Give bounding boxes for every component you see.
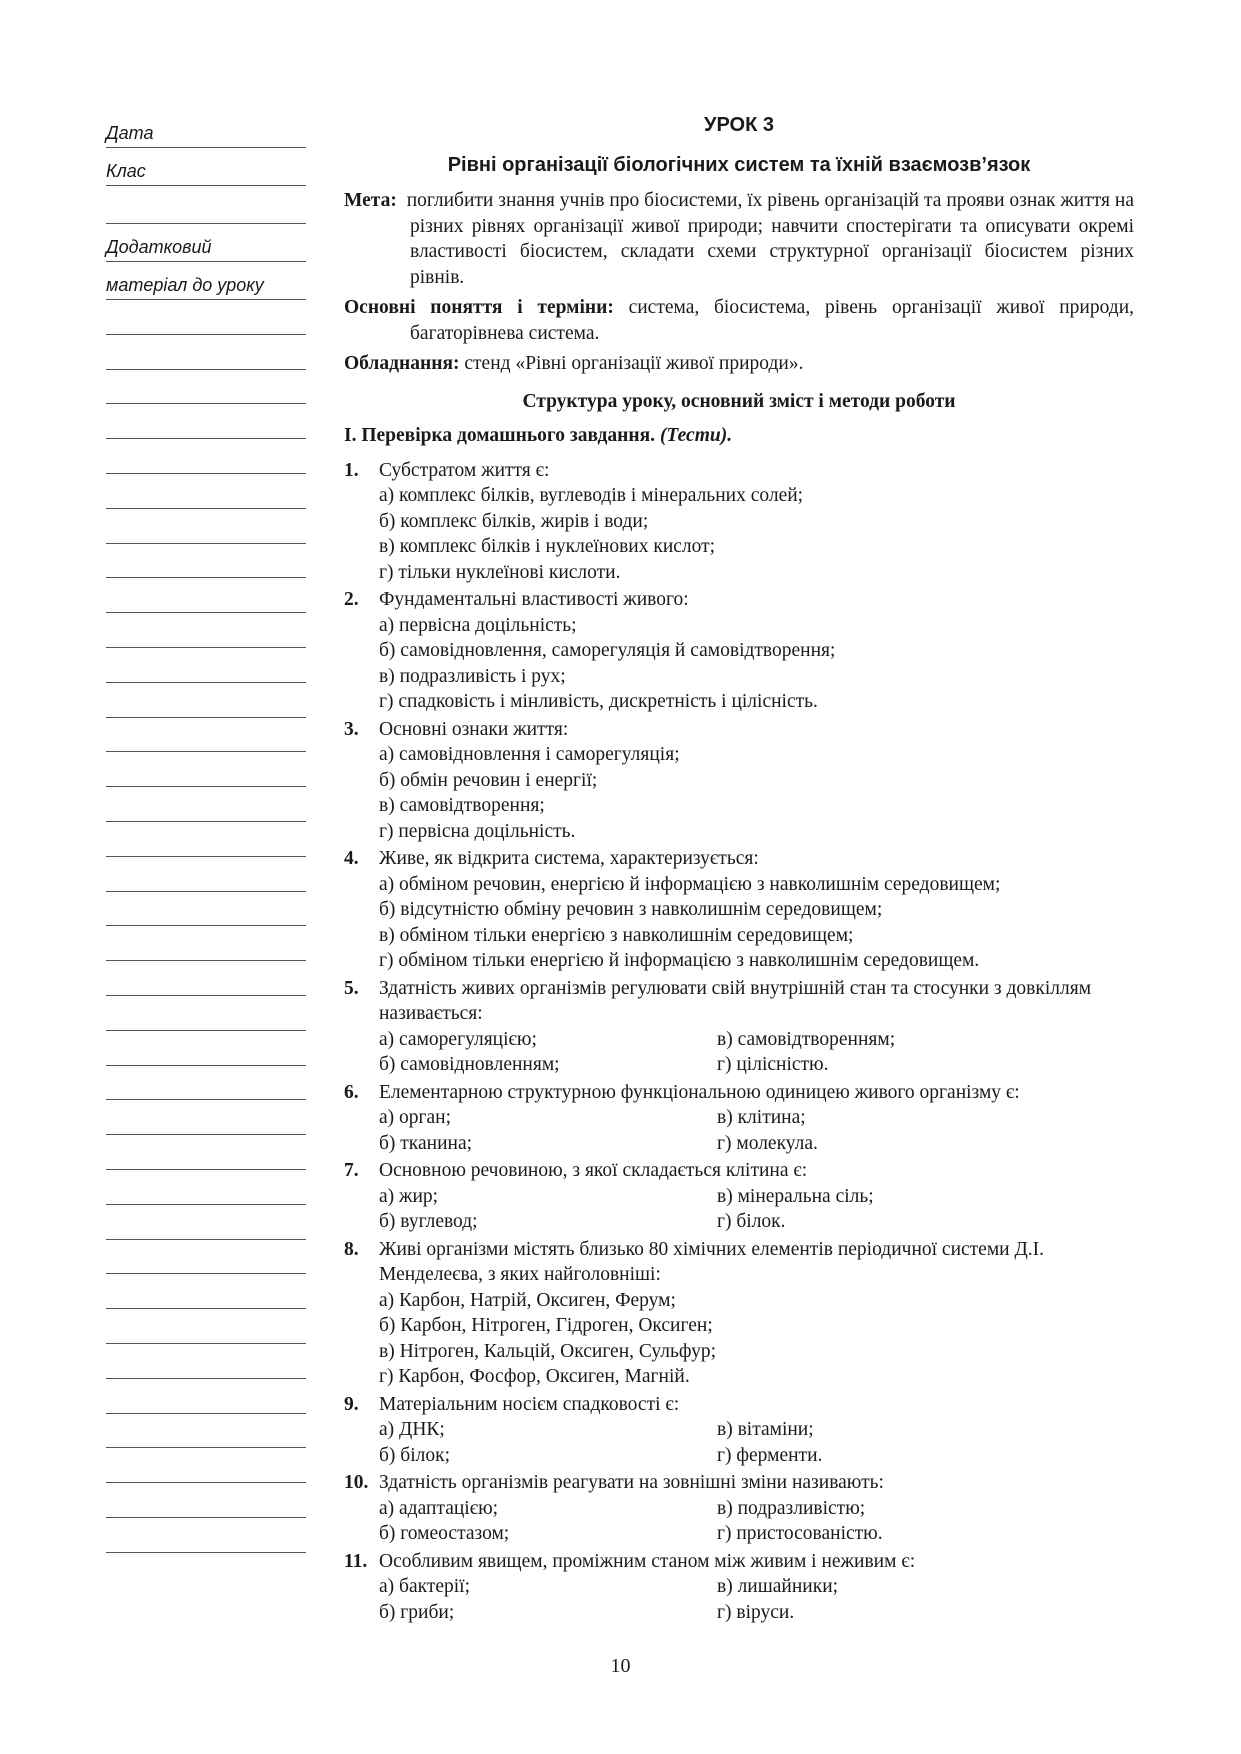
question-number: 7.: [344, 1160, 359, 1181]
class-label: Клас: [106, 161, 146, 181]
extra-material-field: [106, 224, 306, 262]
answer-option: в) комплекс білків і нуклеїнових кислот;: [379, 536, 716, 557]
question-text: Фундаментальні властивості живого:: [379, 589, 689, 610]
answer-option: г) первісна доцільність.: [379, 820, 576, 842]
blank-line: [106, 1066, 306, 1101]
question-text: Елементарною структурною функціональною одиницею живого організму є:: [379, 1081, 1020, 1103]
blank-line: [106, 822, 306, 857]
question-number: 2.: [344, 589, 359, 610]
answer-option: в) самовідтворенням;: [717, 1028, 896, 1050]
blank-line: [106, 1414, 306, 1449]
answer-option: г) тільки нуклеїнові кислоти.: [379, 561, 621, 583]
test-question: [344, 717, 1134, 845]
extra-material-field: [106, 262, 306, 300]
blank-line: [106, 1031, 306, 1066]
blank-line: [106, 1274, 306, 1309]
question-number: 9.: [344, 1393, 359, 1415]
lesson-terms: [344, 295, 1134, 346]
test-question: [344, 1549, 1134, 1626]
answer-option: в) обміном тільки енергією з навколишнім середовищем;: [379, 924, 854, 946]
question-head: [344, 458, 1134, 484]
question-text: Основні ознаки життя:: [379, 718, 569, 740]
answer-option: а) адаптацією;: [379, 1497, 499, 1519]
answer-options: [344, 1496, 1134, 1547]
question-number: 1.: [344, 459, 359, 481]
blank-line: [106, 300, 306, 335]
question-text: Здатність живих організмів регулювати свій внутрішній стан та стосунки з довкіллям називається:: [379, 977, 1092, 1024]
blank-line: [106, 1170, 306, 1205]
blank-line: [106, 186, 306, 224]
blank-line: [106, 683, 306, 718]
question-head: [344, 976, 1134, 1027]
blank-line: [106, 439, 306, 474]
blank-line: [106, 648, 306, 683]
blank-line: [106, 544, 306, 579]
answer-option: б) вуглевод;: [379, 1211, 478, 1232]
lesson-goal: [344, 188, 1134, 290]
question-text: Живе, як відкрита система, характеризується:: [379, 848, 759, 869]
answer-option: б) відсутністю обміну речовин з навколишнім середовищем;: [379, 899, 883, 920]
answer-option: г) Карбон, Фосфор, Оксиген, Магній.: [379, 1366, 690, 1387]
extra-material-label-2: матеріал до уроку: [106, 275, 264, 295]
blank-line: [106, 1240, 306, 1275]
check-note: (Тести).: [659, 425, 733, 446]
question-text: Здатність організмів реагувати на зовнішні зміни називають:: [379, 1472, 884, 1493]
goal-label: Мета:: [344, 190, 397, 211]
question-head: [344, 717, 1134, 743]
question-head: [344, 846, 1134, 872]
answer-options: [344, 1417, 1134, 1468]
equipment-label: Обладнання:: [344, 353, 460, 374]
date-label: Дата: [106, 123, 154, 143]
lesson-number: УРОК 3: [704, 114, 774, 136]
test-question: [344, 1392, 1134, 1469]
answer-option: а) саморегуляцією;: [379, 1028, 537, 1050]
blank-line: [106, 509, 306, 544]
page-number: 10: [610, 1655, 631, 1677]
answer-option: в) подразливість і рух;: [379, 665, 566, 687]
answer-option: б) обмін речовин і енергії;: [379, 769, 598, 791]
lesson-equipment: [344, 351, 1134, 377]
blank-line: [106, 1100, 306, 1135]
blank-line: [106, 474, 306, 509]
blank-line: [106, 578, 306, 613]
answer-options: [344, 1027, 1134, 1078]
question-head: [344, 1470, 1134, 1496]
answer-option: а) обміном речовин, енергією й інформацією з навколишнім середовищем;: [379, 873, 1001, 895]
question-number: 4.: [344, 848, 359, 869]
test-questions: [344, 458, 1134, 1626]
answer-option: б) Карбон, Нітроген, Гідроген, Оксиген;: [379, 1315, 713, 1336]
question-text: Живі організми містять близько 80 хімічних елементів періодичної системи Д.І. Менделеєва, з яких найголовніші:: [379, 1238, 1045, 1285]
answer-option: в) вітаміни;: [717, 1419, 814, 1440]
answer-option: в) мінеральна сіль;: [717, 1185, 874, 1207]
test-question: [344, 1237, 1134, 1390]
answer-option: а) Карбон, Натрій, Оксиген, Ферум;: [379, 1289, 676, 1311]
lesson-title: Рівні організації біологічних систем та їхній взаємозв’язок: [447, 154, 1031, 176]
question-head: [344, 1158, 1134, 1184]
answer-options: [344, 483, 1134, 585]
blank-line: [106, 613, 306, 648]
answer-options: [344, 1184, 1134, 1235]
blank-line: [106, 1379, 306, 1414]
answer-option: б) гриби;: [379, 1601, 455, 1623]
question-number: 10.: [344, 1472, 369, 1493]
test-question: [344, 1080, 1134, 1157]
test-question: [344, 1158, 1134, 1235]
answer-option: г) віруси.: [717, 1601, 795, 1623]
lesson-content: [344, 112, 1134, 1627]
answer-option: а) бактерії;: [379, 1576, 470, 1597]
blank-line: [106, 1344, 306, 1379]
answer-option: б) тканина;: [379, 1132, 473, 1154]
test-question: [344, 458, 1134, 586]
answer-option: г) ферменти.: [717, 1444, 823, 1466]
blank-line: [106, 1448, 306, 1483]
class-field: [106, 148, 306, 186]
answer-option: в) Нітроген, Кальцій, Оксиген, Сульфур;: [379, 1340, 717, 1362]
blank-line: [106, 961, 306, 996]
blank-line: [106, 787, 306, 822]
answer-option: б) самовідновлення, саморегуляція й самовідтворення;: [379, 640, 836, 661]
terms-text: система, біосистема, рівень організації живої природи, багаторівнева система.: [410, 297, 1135, 344]
blank-line: [106, 1205, 306, 1240]
question-text: Основною речовиною, з якої складається клітина є:: [379, 1160, 808, 1181]
test-question: [344, 587, 1134, 715]
question-head: [344, 1237, 1134, 1288]
answer-option: г) пристосованістю.: [717, 1523, 883, 1544]
extra-material-label-1: Додатковий: [106, 237, 212, 257]
answer-option: г) білок.: [717, 1211, 786, 1232]
question-head: [344, 1080, 1134, 1106]
answer-option: в) самовідтворення;: [379, 795, 545, 816]
test-question: [344, 976, 1134, 1078]
answer-option: а) ДНК;: [379, 1419, 445, 1440]
blank-line: [106, 1483, 306, 1518]
check-title-text: І. Перевірка домашнього завдання.: [344, 425, 656, 446]
blank-line: [106, 370, 306, 405]
test-question: [344, 1470, 1134, 1547]
blank-line: [106, 857, 306, 892]
answer-option: г) молекула.: [717, 1132, 818, 1154]
question-number: 8.: [344, 1238, 359, 1260]
answer-option: а) самовідновлення і саморегуляція;: [379, 744, 680, 765]
question-head: [344, 1392, 1134, 1418]
test-question: [344, 846, 1134, 974]
question-number: 11.: [344, 1550, 368, 1572]
answer-options: [344, 1105, 1134, 1156]
answer-option: а) комплекс білків, вуглеводів і мінеральних солей;: [379, 485, 804, 506]
answer-option: б) гомеостазом;: [379, 1523, 510, 1544]
structure-title: Структура уроку, основний зміст і методи роботи: [522, 390, 956, 412]
blank-line: [106, 892, 306, 927]
answer-option: г) обміном тільки енергією й інформацією з навколишнім середовищем.: [379, 950, 980, 971]
blank-line: [106, 718, 306, 753]
answer-option: г) спадковість і мінливість, дискретність і цілісність.: [379, 691, 818, 712]
answer-option: б) самовідновленням;: [379, 1054, 560, 1075]
blank-line: [106, 404, 306, 439]
answer-option: б) білок;: [379, 1444, 451, 1466]
homework-check-title: [344, 423, 1134, 449]
answer-option: б) комплекс білків, жирів і води;: [379, 510, 649, 532]
answer-option: в) лишайники;: [717, 1576, 839, 1597]
answer-option: г) цілісністю.: [717, 1054, 829, 1075]
answer-options: [344, 1574, 1134, 1625]
question-text: Особливим явищем, проміжним станом між живим і неживим є:: [379, 1550, 916, 1572]
notes-sidebar: [106, 110, 306, 1553]
question-head: [344, 587, 1134, 613]
answer-option: а) первісна доцільність;: [379, 614, 577, 636]
question-number: 5.: [344, 977, 359, 999]
blank-lines: [106, 300, 306, 1553]
blank-line: [106, 335, 306, 370]
answer-option: в) подразливістю;: [717, 1497, 866, 1519]
question-head: [344, 1549, 1134, 1575]
answer-option: а) орган;: [379, 1107, 452, 1128]
answer-options: [344, 1288, 1134, 1390]
question-number: 3.: [344, 718, 359, 740]
blank-line: [106, 752, 306, 787]
equipment-text: стенд «Рівні організації живої природи».: [464, 353, 804, 374]
question-text: Матеріальним носієм спадковості є:: [379, 1393, 680, 1415]
blank-line: [106, 1309, 306, 1344]
question-number: 6.: [344, 1081, 359, 1103]
blank-line: [106, 996, 306, 1031]
answer-option: а) жир;: [379, 1185, 439, 1207]
blank-line: [106, 1135, 306, 1170]
answer-option: в) клітина;: [717, 1107, 806, 1128]
date-field: [106, 110, 306, 148]
question-text: Субстратом життя є:: [379, 459, 550, 481]
answer-options: [344, 872, 1134, 974]
answer-options: [344, 613, 1134, 715]
answer-options: [344, 742, 1134, 844]
blank-line: [106, 926, 306, 961]
terms-label: Основні поняття і терміни:: [344, 297, 614, 318]
blank-line: [106, 1518, 306, 1553]
goal-text: поглибити знання учнів про біосистеми, їх рівень організацій та прояви ознак життя на різних рівнях організації живої природи; навчити спостерігати та описувати окремі властивості біосистем, складати схеми структурної організації біосистем різних рівнів.: [406, 190, 1134, 288]
